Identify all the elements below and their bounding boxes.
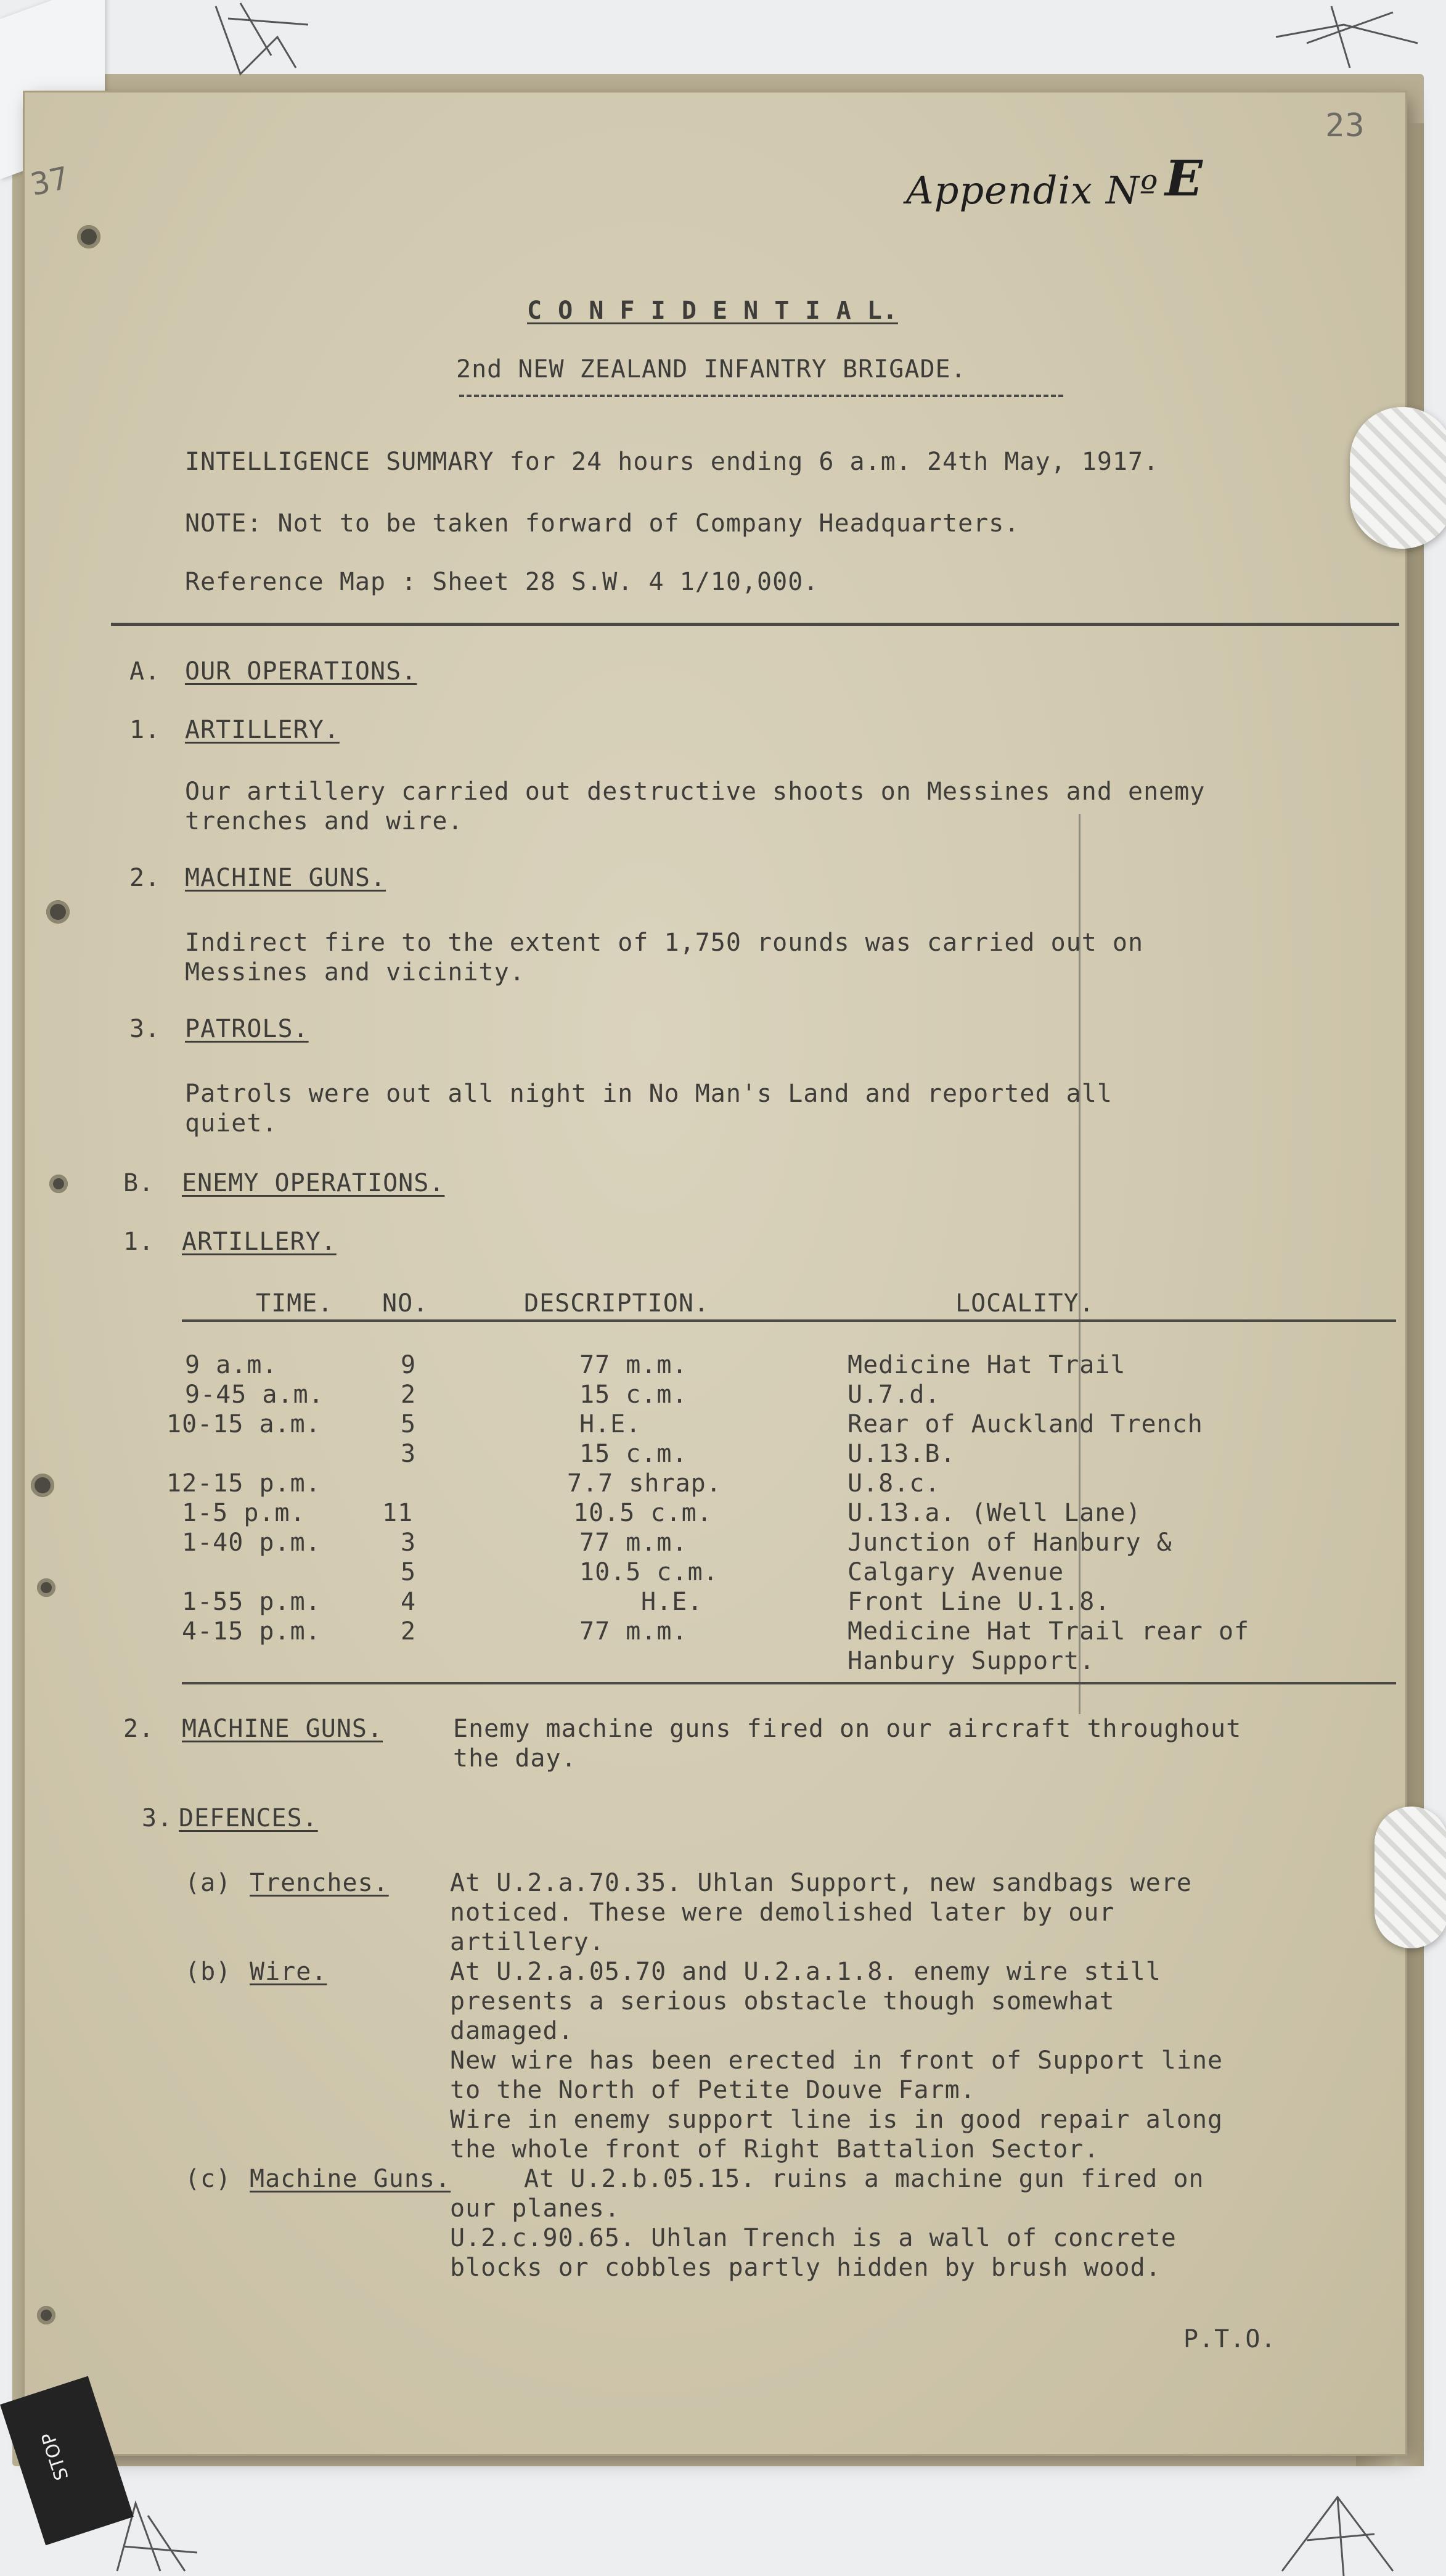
row-time: 4-15 p.m. bbox=[182, 1617, 321, 1646]
row-no: 4 bbox=[401, 1588, 417, 1616]
defence-a-line: At U.2.a.70.35. Uhlan Support, new sandbags were bbox=[450, 1869, 1192, 1897]
defence-c-line: our planes. bbox=[450, 2194, 620, 2223]
defence-b-key: (b) bbox=[185, 1958, 232, 1986]
col-header-locality: LOCALITY. bbox=[955, 1289, 1095, 1318]
row-locality: Medicine Hat Trail bbox=[848, 1351, 1126, 1379]
punch-hole bbox=[37, 2306, 55, 2324]
summary-line: INTELLIGENCE SUMMARY for 24 hours ending 6 a.m. 24th May, 1917. bbox=[185, 448, 1159, 476]
a2-line: Indirect fire to the extent of 1,750 rounds was carried out on bbox=[185, 929, 1144, 957]
row-description: 77 m.m. bbox=[579, 1528, 688, 1557]
b3-title: DEFENCES. bbox=[179, 1804, 318, 1832]
row-description: H.E. bbox=[579, 1410, 642, 1438]
row-no: 11 bbox=[382, 1499, 414, 1527]
a3-title: PATROLS. bbox=[185, 1015, 309, 1043]
b2-num: 2. bbox=[123, 1715, 155, 1743]
table-top-rule bbox=[182, 1319, 1396, 1322]
a2-title: MACHINE GUNS. bbox=[185, 864, 386, 892]
a2-num: 2. bbox=[129, 864, 161, 892]
b2-line: Enemy machine guns fired on our aircraft throughout bbox=[453, 1715, 1242, 1743]
header-rule bbox=[111, 623, 1399, 626]
defence-b-line: New wire has been erected in front of Support line bbox=[450, 2046, 1223, 2075]
row-description: 15 c.m. bbox=[579, 1440, 688, 1468]
b1-title: ARTILLERY. bbox=[182, 1228, 337, 1256]
map-reference: Reference Map : Sheet 28 S.W. 4 1/10,000. bbox=[185, 568, 819, 596]
classification-heading: C O N F I D E N T I A L. bbox=[527, 297, 898, 325]
row-time: 1-55 p.m. bbox=[182, 1588, 321, 1616]
defence-a-key: (a) bbox=[185, 1869, 232, 1897]
punch-hole bbox=[77, 225, 100, 248]
note-line: NOTE: Not to be taken forward of Company Headquarters. bbox=[185, 509, 1020, 538]
row-no: 2 bbox=[401, 1617, 417, 1646]
appendix-letter: E bbox=[1165, 149, 1203, 207]
defence-c-key: (c) bbox=[185, 2165, 232, 2193]
a1-line: trenches and wire. bbox=[185, 807, 464, 835]
col-header-no: NO. bbox=[382, 1289, 429, 1318]
stop-tag-label: STOP bbox=[37, 2429, 73, 2483]
defence-b-line: damaged. bbox=[450, 2017, 574, 2045]
table-bottom-rule bbox=[182, 1682, 1396, 1684]
defence-c-line: blocks or cobbles partly hidden by brush wood. bbox=[450, 2254, 1161, 2282]
section-b-title: ENEMY OPERATIONS. bbox=[182, 1169, 445, 1197]
defence-b-line: presents a serious obstacle though somewhat bbox=[450, 1987, 1115, 2016]
punch-hole bbox=[46, 900, 70, 924]
row-description: 77 m.m. bbox=[579, 1617, 688, 1646]
row-description: 10.5 c.m. bbox=[573, 1499, 713, 1527]
binding-cord-top bbox=[1350, 407, 1446, 549]
b1-num: 1. bbox=[123, 1228, 155, 1256]
row-locality: Hanbury Support. bbox=[848, 1647, 1095, 1675]
row-locality: Calgary Avenue bbox=[848, 1558, 1064, 1586]
a2-line: Messines and vicinity. bbox=[185, 958, 525, 987]
row-no: 2 bbox=[401, 1380, 417, 1409]
row-description: H.E. bbox=[641, 1588, 703, 1616]
row-locality: U.13.B. bbox=[848, 1440, 956, 1468]
row-description: 7.7 shrap. bbox=[567, 1469, 722, 1498]
unit-heading: 2nd NEW ZEALAND INFANTRY BRIGADE. bbox=[456, 355, 966, 384]
row-description: 10.5 c.m. bbox=[579, 1558, 719, 1586]
row-description: 15 c.m. bbox=[579, 1380, 688, 1409]
defence-b-line: Wire in enemy support line is in good repair along bbox=[450, 2106, 1223, 2134]
punch-hole bbox=[49, 1175, 68, 1193]
defence-b-title: Wire. bbox=[250, 1958, 327, 1986]
defence-b-line: At U.2.a.05.70 and U.2.a.1.8. enemy wire still bbox=[450, 1958, 1161, 1986]
row-locality: U.8.c. bbox=[848, 1469, 941, 1498]
row-time: 10-15 a.m. bbox=[166, 1410, 321, 1438]
row-locality: Medicine Hat Trail rear of bbox=[848, 1617, 1250, 1646]
row-time: 1-5 p.m. bbox=[182, 1499, 306, 1527]
a3-line: Patrols were out all night in No Man's Land and reported all bbox=[185, 1080, 1113, 1108]
section-a-title: OUR OPERATIONS. bbox=[185, 657, 417, 686]
margin-number: 37 bbox=[27, 160, 73, 203]
section-b-letter: B. bbox=[123, 1169, 155, 1197]
row-locality: Rear of Auckland Trench bbox=[848, 1410, 1203, 1438]
a3-num: 3. bbox=[129, 1015, 161, 1043]
a1-title: ARTILLERY. bbox=[185, 716, 340, 744]
b3-num: 3. bbox=[142, 1804, 173, 1832]
row-time: 9-45 a.m. bbox=[185, 1380, 324, 1409]
row-time: 12-15 p.m. bbox=[166, 1469, 321, 1498]
b2-title: MACHINE GUNS. bbox=[182, 1715, 383, 1743]
row-no: 3 bbox=[401, 1528, 417, 1557]
appendix-label: Appendix Nº bbox=[906, 168, 1159, 213]
a3-line: quiet. bbox=[185, 1109, 278, 1138]
row-no: 5 bbox=[401, 1410, 417, 1438]
row-no: 5 bbox=[401, 1558, 417, 1586]
col-header-description: DESCRIPTION. bbox=[524, 1289, 709, 1318]
defence-a-title: Trenches. bbox=[250, 1869, 389, 1897]
row-time: 9 a.m. bbox=[185, 1351, 278, 1379]
row-description: 77 m.m. bbox=[579, 1351, 688, 1379]
document-page bbox=[25, 92, 1405, 2454]
b2-line: the day. bbox=[453, 1744, 577, 1773]
binding-cord-bottom bbox=[1375, 1807, 1446, 1948]
a1-line: Our artillery carried out destructive shoots on Messines and enemy bbox=[185, 777, 1206, 806]
row-time: 1-40 p.m. bbox=[182, 1528, 321, 1557]
col-header-time: TIME. bbox=[256, 1289, 333, 1318]
a1-num: 1. bbox=[129, 716, 161, 744]
unit-underline bbox=[459, 395, 1063, 397]
defence-c-line: U.2.c.90.65. Uhlan Trench is a wall of concrete bbox=[450, 2224, 1177, 2252]
defence-b-line: the whole front of Right Battalion Sector. bbox=[450, 2135, 1100, 2164]
punch-hole bbox=[37, 1578, 55, 1597]
defence-b-line: to the North of Petite Douve Farm. bbox=[450, 2076, 976, 2104]
pto-marker: P.T.O. bbox=[1183, 2325, 1276, 2353]
row-no: 3 bbox=[401, 1440, 417, 1468]
row-locality: Front Line U.1.8. bbox=[848, 1588, 1111, 1616]
pencil-sketch-top-right bbox=[1270, 0, 1430, 74]
pencil-sketch-top-left bbox=[203, 0, 327, 80]
pencil-sketch-bottom-right bbox=[1270, 2485, 1405, 2576]
defence-a-line: artillery. bbox=[450, 1928, 605, 1956]
defence-c-line: At U.2.b.05.15. ruins a machine gun fired on bbox=[524, 2165, 1204, 2193]
section-a-letter: A. bbox=[129, 657, 161, 686]
row-locality: Junction of Hanbury & bbox=[848, 1528, 1172, 1557]
row-no: 9 bbox=[401, 1351, 417, 1379]
row-locality: U.13.a. (Well Lane) bbox=[848, 1499, 1142, 1527]
row-locality: U.7.d. bbox=[848, 1380, 941, 1409]
punch-hole bbox=[31, 1474, 54, 1497]
defence-c-title: Machine Guns. bbox=[250, 2165, 451, 2193]
folio-number: 23 bbox=[1325, 107, 1365, 144]
defence-a-line: noticed. These were demolished later by our bbox=[450, 1898, 1115, 1927]
